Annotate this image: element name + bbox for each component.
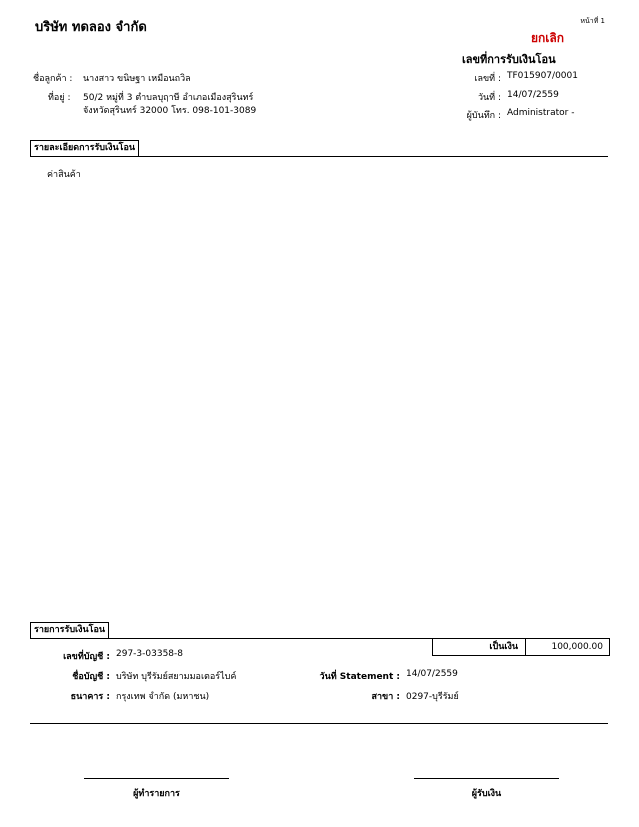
page-number: หน้าที่ 1 bbox=[580, 17, 605, 25]
receiver-signature-line bbox=[414, 778, 559, 779]
detail-item: ค่าสินค้า bbox=[47, 170, 81, 180]
recorder-value: Administrator - bbox=[507, 108, 575, 118]
total-value: 100,000.00 bbox=[551, 642, 603, 652]
preparer-signature-line bbox=[84, 778, 229, 779]
transfer-section-title: รายการรับเงินโอน bbox=[30, 622, 109, 638]
cancel-status: ยกเลิก bbox=[531, 31, 565, 45]
bank-label: ธนาคาร : bbox=[70, 692, 110, 702]
branch-label: สาขา : bbox=[371, 692, 400, 702]
details-divider bbox=[30, 156, 608, 157]
account-name-label: ชื่อบัญชี : bbox=[72, 672, 110, 682]
doc-date-value: 14/07/2559 bbox=[507, 90, 559, 100]
total-label: เป็นเงิน bbox=[489, 642, 518, 652]
preparer-label: ผู้ทำรายการ bbox=[133, 789, 180, 799]
document-title: เลขที่การรับเงินโอน bbox=[462, 53, 556, 66]
bank-value: กรุงเทพ จำกัด (มหาชน) bbox=[116, 692, 210, 702]
account-name-value: บริษัท บุรีรัมย์สยามมอเตอร์ไบค์ bbox=[116, 672, 237, 682]
receiver-label: ผู้รับเงิน bbox=[471, 789, 502, 799]
recorder-label: ผู้บันทึก : bbox=[466, 111, 501, 121]
customer-name-value: นางสาว ขนิษฐา เหมือนถวิล bbox=[83, 74, 191, 84]
details-section-title: รายละเอียดการรับเงินโอน bbox=[30, 140, 139, 156]
doc-date-label: วันที่ : bbox=[477, 93, 501, 103]
address-line-1: 50/2 หมู่ที่ 3 ตำบลบุฤาษี อำเภอเมืองสุรินทร์ bbox=[83, 93, 254, 103]
address-line-2: จังหวัดสุรินทร์ 32000 โทร. 098-101-3089 bbox=[83, 106, 257, 116]
address-label: ที่อยู่ : bbox=[48, 93, 71, 103]
account-no-value: 297-3-03358-8 bbox=[116, 649, 184, 659]
bottom-divider bbox=[30, 723, 608, 724]
company-name: บริษัท ทดลอง จำกัด bbox=[35, 20, 147, 35]
statement-date-value: 14/07/2559 bbox=[406, 669, 458, 679]
customer-name-label: ชื่อลูกค้า : bbox=[33, 74, 73, 84]
doc-number-value: TF015907/0001 bbox=[507, 71, 578, 81]
branch-value: 0297-บุรีรัมย์ bbox=[406, 692, 459, 702]
doc-number-label: เลขที่ : bbox=[474, 74, 501, 84]
statement-date-label: วันที่ Statement : bbox=[319, 672, 400, 682]
total-box bbox=[432, 638, 610, 656]
account-no-label: เลขที่บัญชี : bbox=[63, 652, 110, 662]
